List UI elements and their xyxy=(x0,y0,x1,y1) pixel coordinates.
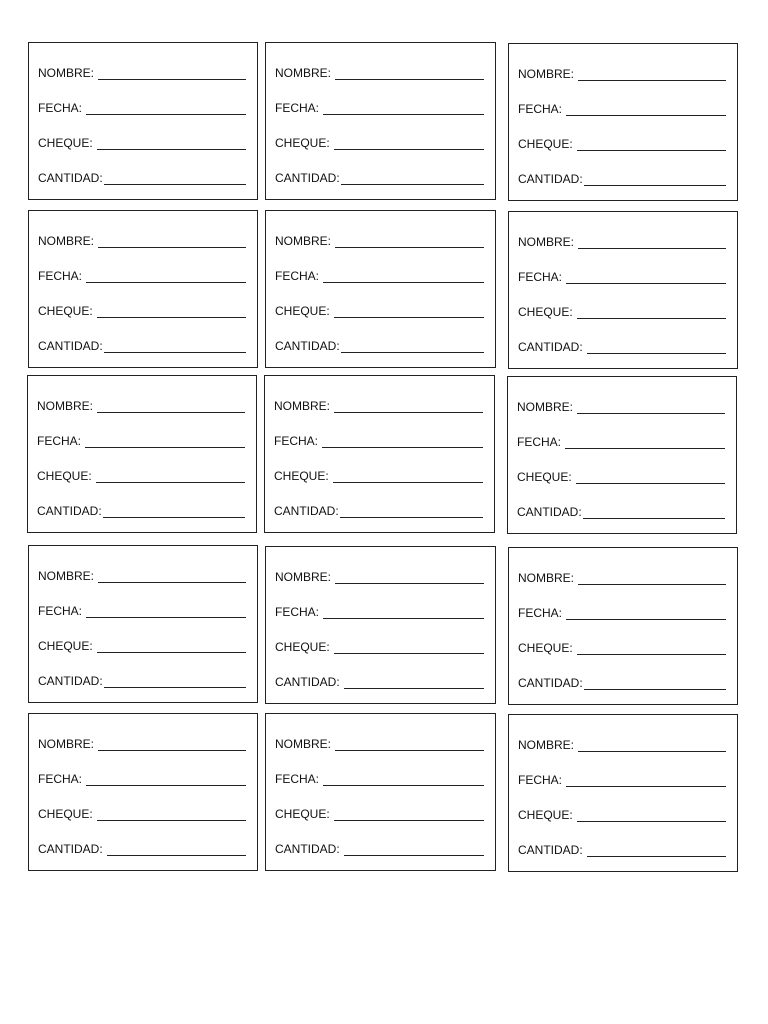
cantidad-field xyxy=(275,675,486,689)
nombre-blank-line xyxy=(335,740,484,751)
cheque-blank-line xyxy=(97,642,246,653)
nombre-field xyxy=(274,399,485,413)
fecha-field xyxy=(275,101,486,115)
cantidad-blank-line xyxy=(104,342,246,353)
nombre-label: NOMBRE: xyxy=(38,234,95,248)
nombre-blank-line xyxy=(334,402,483,413)
cantidad-blank-line xyxy=(103,507,245,518)
cheque-blank-line xyxy=(334,307,484,318)
cheque-label: CHEQUE: xyxy=(38,304,93,318)
cheque-field xyxy=(518,305,728,319)
nombre-field xyxy=(275,66,486,80)
fecha-blank-line xyxy=(322,437,483,448)
cheque-field xyxy=(38,807,248,821)
nombre-label: NOMBRE: xyxy=(37,399,94,413)
cantidad-label: CANTIDAD: xyxy=(37,504,102,518)
receipt-card-r4-c1 xyxy=(28,545,258,703)
nombre-field xyxy=(38,66,248,80)
cantidad-field xyxy=(517,505,727,519)
nombre-label: NOMBRE: xyxy=(275,570,332,584)
cheque-label: CHEQUE: xyxy=(518,641,573,655)
cantidad-field xyxy=(518,340,728,354)
cheque-field xyxy=(517,470,727,484)
cantidad-label: CANTIDAD: xyxy=(275,675,340,689)
fecha-blank-line xyxy=(566,776,726,787)
nombre-field xyxy=(37,399,247,413)
cheque-field xyxy=(38,639,248,653)
fecha-blank-line xyxy=(565,438,725,449)
cheque-field xyxy=(518,137,728,151)
cantidad-blank-line xyxy=(341,342,484,353)
nombre-label: NOMBRE: xyxy=(517,400,574,414)
nombre-label: NOMBRE: xyxy=(275,234,332,248)
cantidad-label: CANTIDAD: xyxy=(517,505,582,519)
nombre-blank-line xyxy=(98,237,246,248)
fecha-label: FECHA: xyxy=(275,269,320,283)
nombre-label: NOMBRE: xyxy=(38,569,95,583)
nombre-label: NOMBRE: xyxy=(518,571,575,585)
fecha-label: FECHA: xyxy=(275,605,320,619)
fecha-field xyxy=(274,434,485,448)
fecha-label: FECHA: xyxy=(38,604,83,618)
fecha-field xyxy=(518,270,728,284)
receipt-card-r2-c3 xyxy=(508,211,738,369)
receipt-card-r1-c1 xyxy=(28,42,258,200)
cheque-blank-line xyxy=(334,139,484,150)
nombre-field xyxy=(275,570,486,584)
receipt-card-r5-c3 xyxy=(508,714,738,872)
cantidad-blank-line xyxy=(584,175,726,186)
receipt-card-r4-c2 xyxy=(265,546,496,704)
cantidad-field xyxy=(275,339,486,353)
nombre-field xyxy=(38,234,248,248)
nombre-label: NOMBRE: xyxy=(518,738,575,752)
cantidad-blank-line xyxy=(584,679,726,690)
cheque-blank-line xyxy=(97,139,246,150)
fecha-blank-line xyxy=(323,775,484,786)
fecha-label: FECHA: xyxy=(275,101,320,115)
fecha-blank-line xyxy=(566,273,726,284)
cheque-blank-line xyxy=(334,810,484,821)
cheque-field xyxy=(38,304,248,318)
cheque-label: CHEQUE: xyxy=(37,469,92,483)
nombre-field xyxy=(518,235,728,249)
fecha-label: FECHA: xyxy=(518,773,563,787)
cheque-field xyxy=(38,136,248,150)
cantidad-label: CANTIDAD: xyxy=(518,340,583,354)
fecha-blank-line xyxy=(86,775,246,786)
fecha-label: FECHA: xyxy=(518,270,563,284)
nombre-field xyxy=(38,737,248,751)
cheque-label: CHEQUE: xyxy=(517,470,572,484)
cheque-blank-line xyxy=(96,472,245,483)
cantidad-field xyxy=(275,842,486,856)
nombre-blank-line xyxy=(97,402,245,413)
receipt-card-r3-c3 xyxy=(507,376,737,534)
cantidad-label: CANTIDAD: xyxy=(518,843,583,857)
fecha-field xyxy=(38,772,248,786)
cantidad-field xyxy=(38,674,248,688)
nombre-field xyxy=(517,400,727,414)
nombre-field xyxy=(518,67,728,81)
fecha-blank-line xyxy=(323,104,484,115)
nombre-blank-line xyxy=(98,69,246,80)
nombre-blank-line xyxy=(577,403,725,414)
cantidad-field xyxy=(518,172,728,186)
fecha-field xyxy=(518,102,728,116)
cantidad-field xyxy=(38,842,248,856)
fecha-blank-line xyxy=(86,607,246,618)
cantidad-label: CANTIDAD: xyxy=(518,172,583,186)
cantidad-blank-line xyxy=(344,678,484,689)
nombre-label: NOMBRE: xyxy=(275,737,332,751)
nombre-blank-line xyxy=(335,69,484,80)
cantidad-blank-line xyxy=(587,343,726,354)
cheque-label: CHEQUE: xyxy=(275,807,330,821)
nombre-label: NOMBRE: xyxy=(275,66,332,80)
cheque-field xyxy=(275,136,486,150)
fecha-label: FECHA: xyxy=(38,269,83,283)
fecha-field xyxy=(38,269,248,283)
cantidad-label: CANTIDAD: xyxy=(38,171,103,185)
cantidad-label: CANTIDAD: xyxy=(38,674,103,688)
fecha-field xyxy=(275,772,486,786)
cheque-field xyxy=(275,304,486,318)
nombre-label: NOMBRE: xyxy=(518,235,575,249)
fecha-label: FECHA: xyxy=(274,434,319,448)
receipt-card-r1-c2 xyxy=(265,42,496,200)
cheque-label: CHEQUE: xyxy=(38,639,93,653)
cheque-blank-line xyxy=(334,643,484,654)
nombre-field xyxy=(518,571,728,585)
receipt-card-r4-c3 xyxy=(508,547,738,705)
cantidad-field xyxy=(275,171,486,185)
receipt-card-r3-c2 xyxy=(264,375,495,533)
fecha-label: FECHA: xyxy=(517,435,562,449)
fecha-blank-line xyxy=(86,272,246,283)
fecha-field xyxy=(37,434,247,448)
cantidad-label: CANTIDAD: xyxy=(38,842,103,856)
cheque-field xyxy=(518,641,728,655)
cantidad-field xyxy=(274,504,485,518)
cantidad-field xyxy=(37,504,247,518)
fecha-blank-line xyxy=(323,608,484,619)
cantidad-label: CANTIDAD: xyxy=(274,504,339,518)
cantidad-label: CANTIDAD: xyxy=(38,339,103,353)
cantidad-blank-line xyxy=(104,174,246,185)
nombre-blank-line xyxy=(578,70,726,81)
cantidad-field xyxy=(38,339,248,353)
cantidad-label: CANTIDAD: xyxy=(275,171,340,185)
fecha-label: FECHA: xyxy=(38,772,83,786)
fecha-blank-line xyxy=(85,437,245,448)
fecha-label: FECHA: xyxy=(275,772,320,786)
cantidad-blank-line xyxy=(344,845,484,856)
receipt-card-r2-c2 xyxy=(265,210,496,368)
receipt-card-r1-c3 xyxy=(508,43,738,201)
cheque-field xyxy=(518,808,728,822)
nombre-label: NOMBRE: xyxy=(38,737,95,751)
receipt-card-r5-c1 xyxy=(28,713,258,871)
fecha-field xyxy=(517,435,727,449)
cheque-blank-line xyxy=(577,811,726,822)
nombre-field xyxy=(518,738,728,752)
cantidad-blank-line xyxy=(104,677,246,688)
cheque-label: CHEQUE: xyxy=(38,807,93,821)
cheque-blank-line xyxy=(97,307,246,318)
cheque-label: CHEQUE: xyxy=(275,304,330,318)
cantidad-blank-line xyxy=(587,846,726,857)
cantidad-blank-line xyxy=(340,507,483,518)
nombre-field xyxy=(275,737,486,751)
receipt-card-r2-c1 xyxy=(28,210,258,368)
receipt-card-r5-c2 xyxy=(265,713,496,871)
cheque-field xyxy=(275,807,486,821)
cantidad-label: CANTIDAD: xyxy=(275,339,340,353)
nombre-blank-line xyxy=(578,574,726,585)
nombre-field xyxy=(275,234,486,248)
cantidad-label: CANTIDAD: xyxy=(518,676,583,690)
cheque-blank-line xyxy=(577,308,726,319)
fecha-label: FECHA: xyxy=(518,102,563,116)
nombre-blank-line xyxy=(578,238,726,249)
nombre-blank-line xyxy=(578,741,726,752)
cheque-label: CHEQUE: xyxy=(518,305,573,319)
fecha-field xyxy=(38,604,248,618)
cheque-label: CHEQUE: xyxy=(274,469,329,483)
cheque-label: CHEQUE: xyxy=(275,136,330,150)
cheque-blank-line xyxy=(577,644,726,655)
cheque-blank-line xyxy=(577,140,726,151)
cheque-blank-line xyxy=(576,473,725,484)
cheque-label: CHEQUE: xyxy=(275,640,330,654)
fecha-field xyxy=(38,101,248,115)
cheque-blank-line xyxy=(97,810,246,821)
fecha-label: FECHA: xyxy=(37,434,82,448)
cheque-label: CHEQUE: xyxy=(518,808,573,822)
cheque-label: CHEQUE: xyxy=(38,136,93,150)
cantidad-blank-line xyxy=(341,174,484,185)
cantidad-label: CANTIDAD: xyxy=(275,842,340,856)
nombre-label: NOMBRE: xyxy=(518,67,575,81)
cheque-field xyxy=(275,640,486,654)
nombre-label: NOMBRE: xyxy=(274,399,331,413)
fecha-field xyxy=(275,269,486,283)
nombre-label: NOMBRE: xyxy=(38,66,95,80)
cantidad-field xyxy=(38,171,248,185)
nombre-blank-line xyxy=(98,572,246,583)
cantidad-field xyxy=(518,843,728,857)
cheque-field xyxy=(37,469,247,483)
fecha-field xyxy=(518,606,728,620)
cheque-field xyxy=(274,469,485,483)
cheque-blank-line xyxy=(333,472,483,483)
nombre-blank-line xyxy=(335,573,484,584)
fecha-blank-line xyxy=(86,104,246,115)
nombre-blank-line xyxy=(335,237,484,248)
nombre-blank-line xyxy=(98,740,246,751)
cantidad-field xyxy=(518,676,728,690)
nombre-field xyxy=(38,569,248,583)
fecha-label: FECHA: xyxy=(38,101,83,115)
cheque-label: CHEQUE: xyxy=(518,137,573,151)
receipt-card-r3-c1 xyxy=(27,375,257,533)
fecha-blank-line xyxy=(566,609,726,620)
fecha-field xyxy=(518,773,728,787)
fecha-blank-line xyxy=(323,272,484,283)
fecha-field xyxy=(275,605,486,619)
fecha-label: FECHA: xyxy=(518,606,563,620)
fecha-blank-line xyxy=(566,105,726,116)
cantidad-blank-line xyxy=(583,508,725,519)
cantidad-blank-line xyxy=(107,845,246,856)
